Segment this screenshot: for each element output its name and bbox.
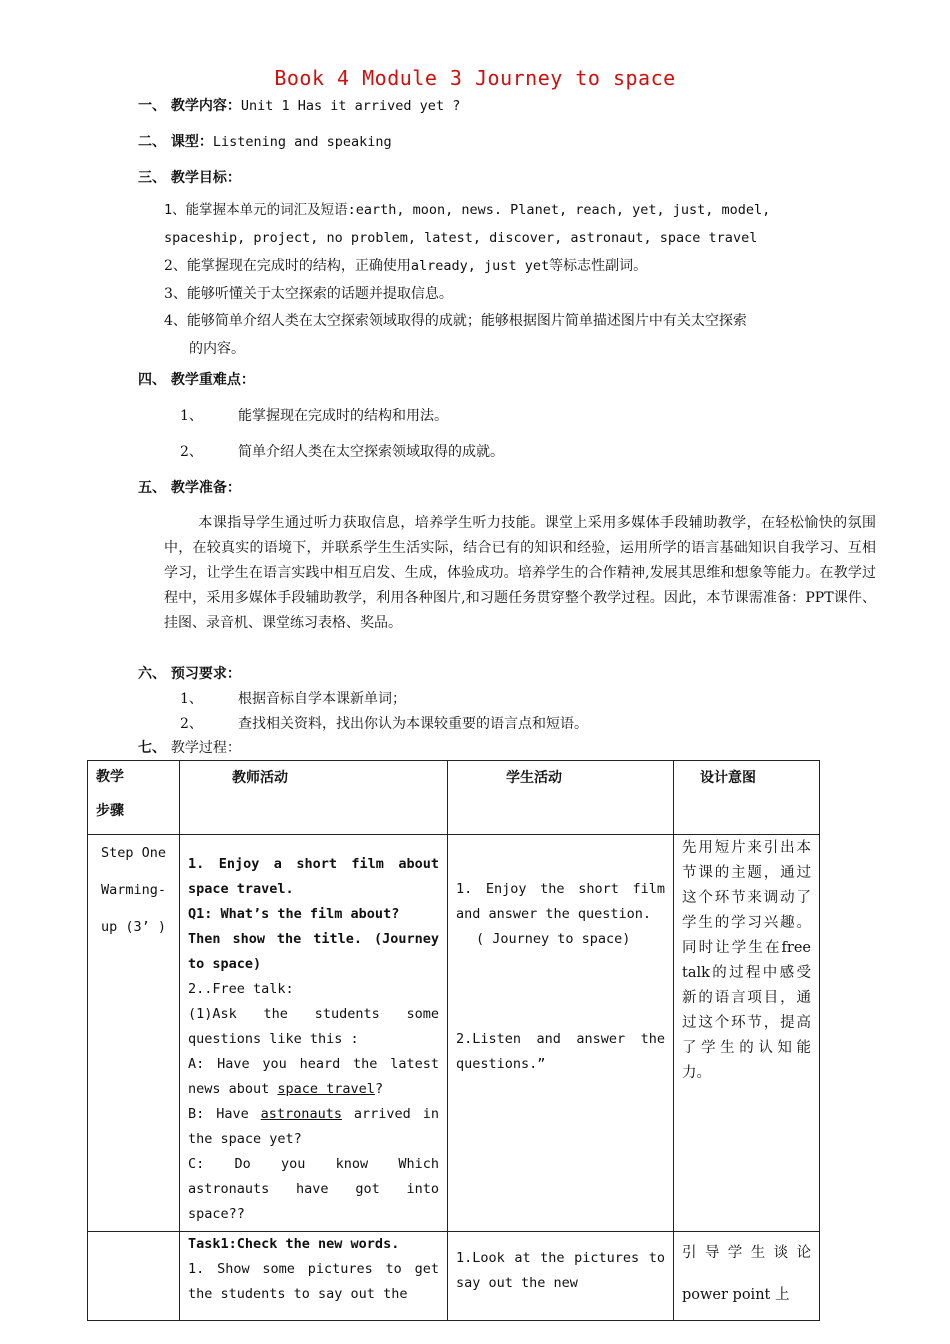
- header-cell: 教学 步骤: [88, 761, 180, 835]
- objective-item: 4、能够简单介绍人类在太空探索领域取得的成就；能够根据图片简单描述图片中有关太空探索: [164, 313, 747, 329]
- section-heading: 四、 教学重难点：: [138, 372, 255, 388]
- section-heading: 二、 课型：: [138, 134, 213, 150]
- section-heading: 一、 教学内容：: [138, 98, 241, 114]
- design-intent-cell: 先用短片来引出本节课的主题，通过这个环节来调动了学生的学习兴趣。同时让学生在free talk的过程中感受新的语言项目，通过这个环节，提高了学生的认知能力。: [674, 835, 820, 1232]
- section-objectives: [138, 168, 241, 188]
- preview-number: 2、: [180, 716, 203, 732]
- key-point-text: 能掌握现在完成时的结构和用法。: [238, 408, 448, 424]
- table-row: [88, 1232, 820, 1321]
- section-value: Unit 1 Has it arrived yet ?: [240, 98, 461, 114]
- key-point-text: 简单介绍人类在太空探索领域取得的成就。: [238, 444, 504, 460]
- section-heading-plain: 教学过程：: [170, 740, 241, 756]
- objective-item: 3、能够听懂关于太空探索的话题并提取信息。: [164, 286, 453, 302]
- section-heading: 三、 教学目标：: [138, 170, 241, 186]
- section-content: [138, 96, 460, 116]
- section-heading: 六、 预习要求：: [138, 666, 241, 682]
- preview-text: 查找相关资料，找出你认为本课较重要的语言点和短语。: [238, 716, 588, 732]
- header-cell: 教师活动: [180, 761, 448, 835]
- section-lesson-type: [138, 132, 392, 152]
- preparation-paragraph: 本课指导学生通过听力获取信息，培养学生听力技能。课堂上采用多媒体手段辅助教学，在轻松愉快的氛围中，在较真实的语境下，并联系学生生活实际，结合已有的知识和经验，运用所学的语言基础知识自我学习、互相学习，让学生在语言实践中相互启发、生成，体验成功。培养学生的合作精神,发展其思维和想象等能力。在教学过程中，采用多媒体手段辅助教学，利用各种图片,和习题任务贯穿整个教学过程。因此，本节课需准备：PPT课件、挂图、录音机、课堂练习表格、奖品。: [164, 515, 876, 631]
- section-heading: 五、 教学准备：: [138, 480, 241, 496]
- header-cell: 学生活动: [448, 761, 674, 835]
- section-key-points: [138, 370, 255, 390]
- section-preparation: [138, 478, 241, 498]
- objective-item: 2、能掌握现在完成时的结构，正确使用already, just yet等标志性副词。: [164, 258, 648, 274]
- section-value: Listening and speaking: [212, 134, 392, 150]
- objective-item: spaceship, project, no problem, latest, discover, astronaut, space travel: [164, 230, 758, 246]
- section-process: [138, 738, 241, 758]
- section-preview: [138, 664, 241, 684]
- table-row: [88, 835, 820, 1232]
- preview-number: 1、: [180, 691, 203, 707]
- student-activity-cell: 1.Look at the pictures to say out the new: [448, 1232, 674, 1321]
- table-header-row: [88, 761, 820, 835]
- step-cell: [88, 1232, 180, 1321]
- key-point-number: 1、: [180, 408, 203, 424]
- process-table: [87, 760, 820, 1321]
- section-heading: 七、: [138, 740, 171, 756]
- step-cell: Step One Warming- up (3’ ): [88, 835, 180, 1232]
- student-activity-cell: 1. Enjoy the short film and answer the question. ( Journey to space) 2.Listen and answer the questions.”: [448, 835, 674, 1232]
- objective-item: 1、能掌握本单元的词汇及短语:earth, moon, news. Planet, reach, yet, just, model,: [164, 202, 771, 218]
- teacher-activity-cell: Task1:Check the new words. 1. Show some pictures to get the students to say out the: [180, 1232, 448, 1321]
- key-point-number: 2、: [180, 444, 203, 460]
- page-title: Book 4 Module 3 Journey to space: [274, 66, 676, 90]
- objective-item: 的内容。: [189, 341, 245, 357]
- preview-text: 根据音标自学本课新单词；: [238, 691, 406, 707]
- header-cell: 设计意图: [674, 761, 820, 835]
- teacher-activity-cell: 1. Enjoy a short film about space travel. Q1: What’s the film about? Then show the title. (Journey to space) 2..Free talk: (1)Ask the students some questions like this : A: Have you heard the latest news about space travel? B: Have astronauts arrived in the space yet? C: Do you know Which astronauts have got into space??: [180, 835, 448, 1232]
- design-intent-cell: 引导学生谈论power point 上: [674, 1232, 820, 1321]
